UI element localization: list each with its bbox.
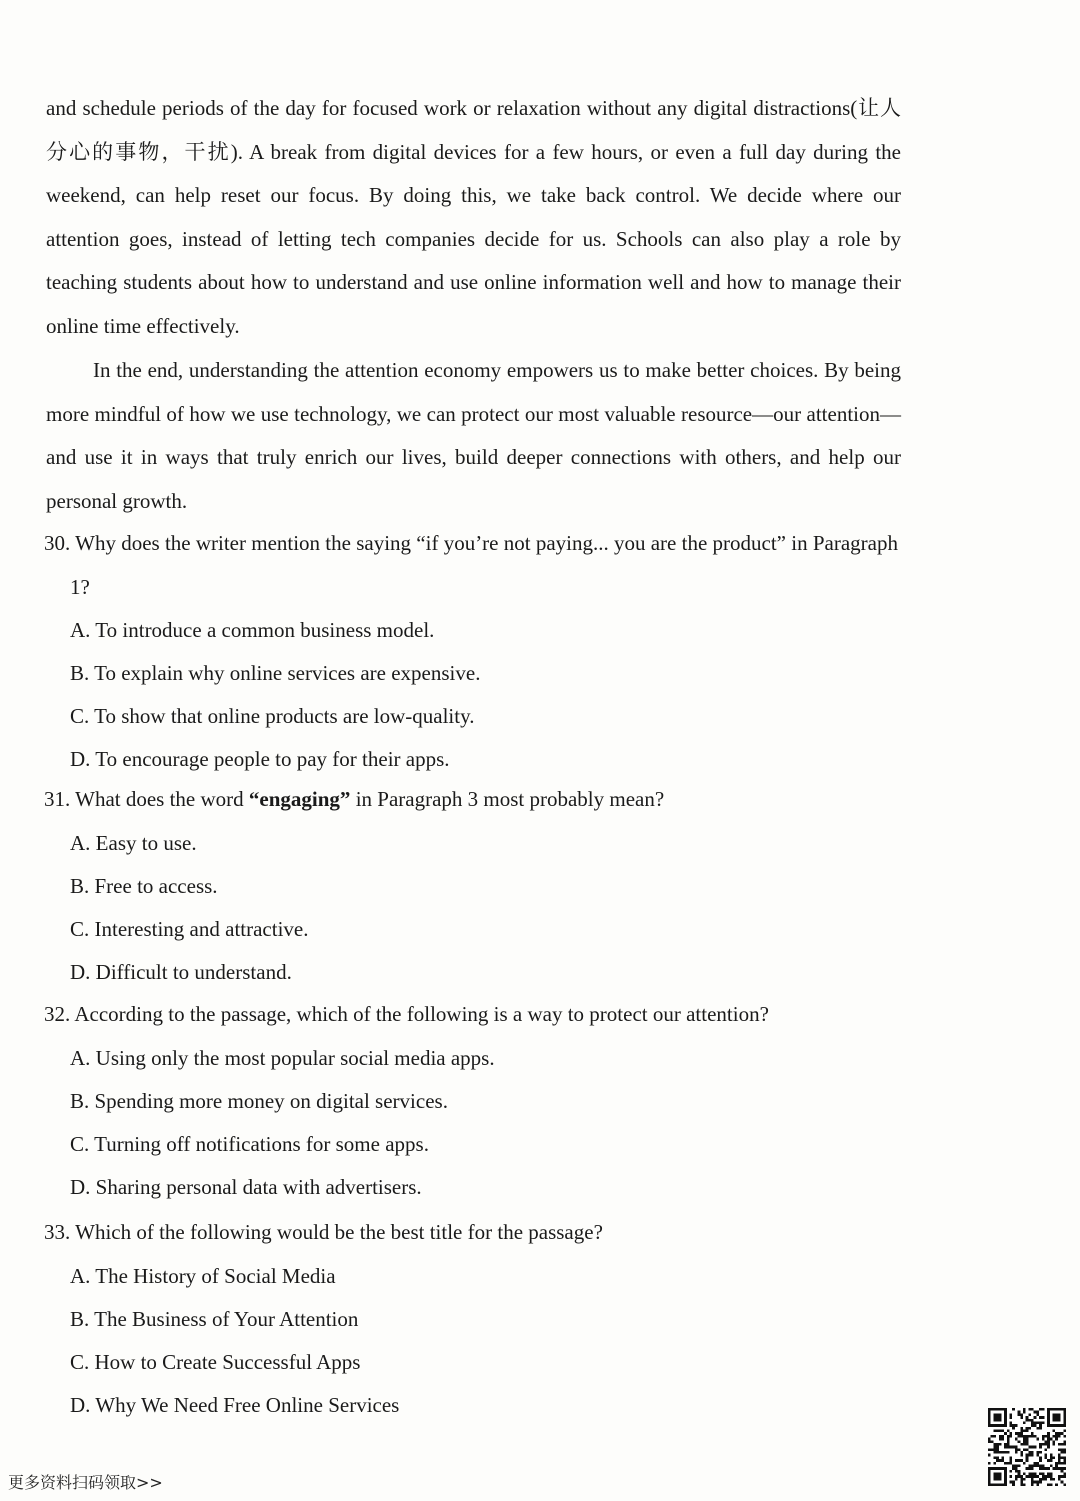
question-text-after: in Paragraph 3 most probably mean?	[350, 787, 665, 811]
option-d[interactable]: D. To encourage people to pay for their apps.	[70, 747, 450, 772]
option-c[interactable]: C. Turning off notifications for some apps.	[70, 1131, 429, 1156]
option-a[interactable]: A. The History of Social Media	[70, 1263, 336, 1288]
option-b[interactable]: B. The Business of Your Attention	[70, 1306, 359, 1331]
option-d[interactable]: D. Sharing personal data with advertisers.	[70, 1174, 422, 1199]
question-text: Why does the writer mention the saying “if you’re not paying... you are the product” in Paragraph 1?	[70, 531, 898, 599]
footer-promo-text[interactable]: 更多资料扫码领取>>	[8, 1473, 163, 1492]
option-a[interactable]: A. Using only the most popular social media apps.	[70, 1045, 495, 1070]
passage-final-paragraph: In the end, understanding the attention economy empowers us to make better choices. By being more mindful of how we use technology, we can protect our most valuable resource—our attention—and use it in ways that truly enrich our lives, build deeper connections with others, and help our personal growth.	[46, 358, 901, 513]
question-31	[44, 778, 902, 994]
question-30	[44, 522, 902, 781]
option-list	[44, 609, 902, 781]
question-text: Which of the following would be the best title for the passage?	[75, 1220, 603, 1244]
question-number: 31.	[44, 787, 71, 811]
question-stem	[44, 522, 902, 609]
question-number: 30.	[44, 531, 71, 555]
option-c[interactable]: C. Interesting and attractive.	[70, 916, 309, 941]
question-text: According to the passage, which of the following is a way to protect our attention?	[74, 1002, 769, 1026]
option-d[interactable]: D. Why We Need Free Online Services	[70, 1392, 400, 1417]
option-a[interactable]: A. To introduce a common business model.	[70, 618, 435, 643]
option-c[interactable]: C. To show that online products are low-quality.	[70, 704, 475, 729]
question-33	[44, 1211, 902, 1427]
question-32	[44, 993, 902, 1209]
option-b[interactable]: B. Spending more money on digital services.	[70, 1088, 448, 1113]
option-d[interactable]: D. Difficult to understand.	[70, 959, 292, 984]
passage-paragraph: and schedule periods of the day for focused work or relaxation without any digital distractions(让人分心的事物，干扰). A break from digital devices for a few hours, or even a full day during the weekend, can help reset our focus. By doing this, we take back control. We decide where our attention goes, instead of letting tech companies decide for us. Schools can also play a role by teaching students about how to understand and use online information well and how to manage their online time effectively.	[46, 96, 901, 338]
question-stem	[44, 993, 902, 1037]
question-keyword: “engaging”	[248, 787, 351, 811]
option-list	[44, 1037, 902, 1209]
question-stem	[44, 778, 902, 822]
question-stem	[44, 1211, 902, 1255]
option-c[interactable]: C. How to Create Successful Apps	[70, 1349, 361, 1374]
option-b[interactable]: B. Free to access.	[70, 873, 218, 898]
option-list	[44, 822, 902, 994]
option-a[interactable]: A. Easy to use.	[70, 830, 197, 855]
question-text-before: What does the word	[75, 787, 249, 811]
question-number: 33.	[44, 1220, 71, 1244]
option-list	[44, 1255, 902, 1427]
question-number: 32.	[44, 1002, 71, 1026]
qr-code-icon[interactable]	[988, 1408, 1066, 1486]
option-b[interactable]: B. To explain why online services are expensive.	[70, 661, 481, 686]
